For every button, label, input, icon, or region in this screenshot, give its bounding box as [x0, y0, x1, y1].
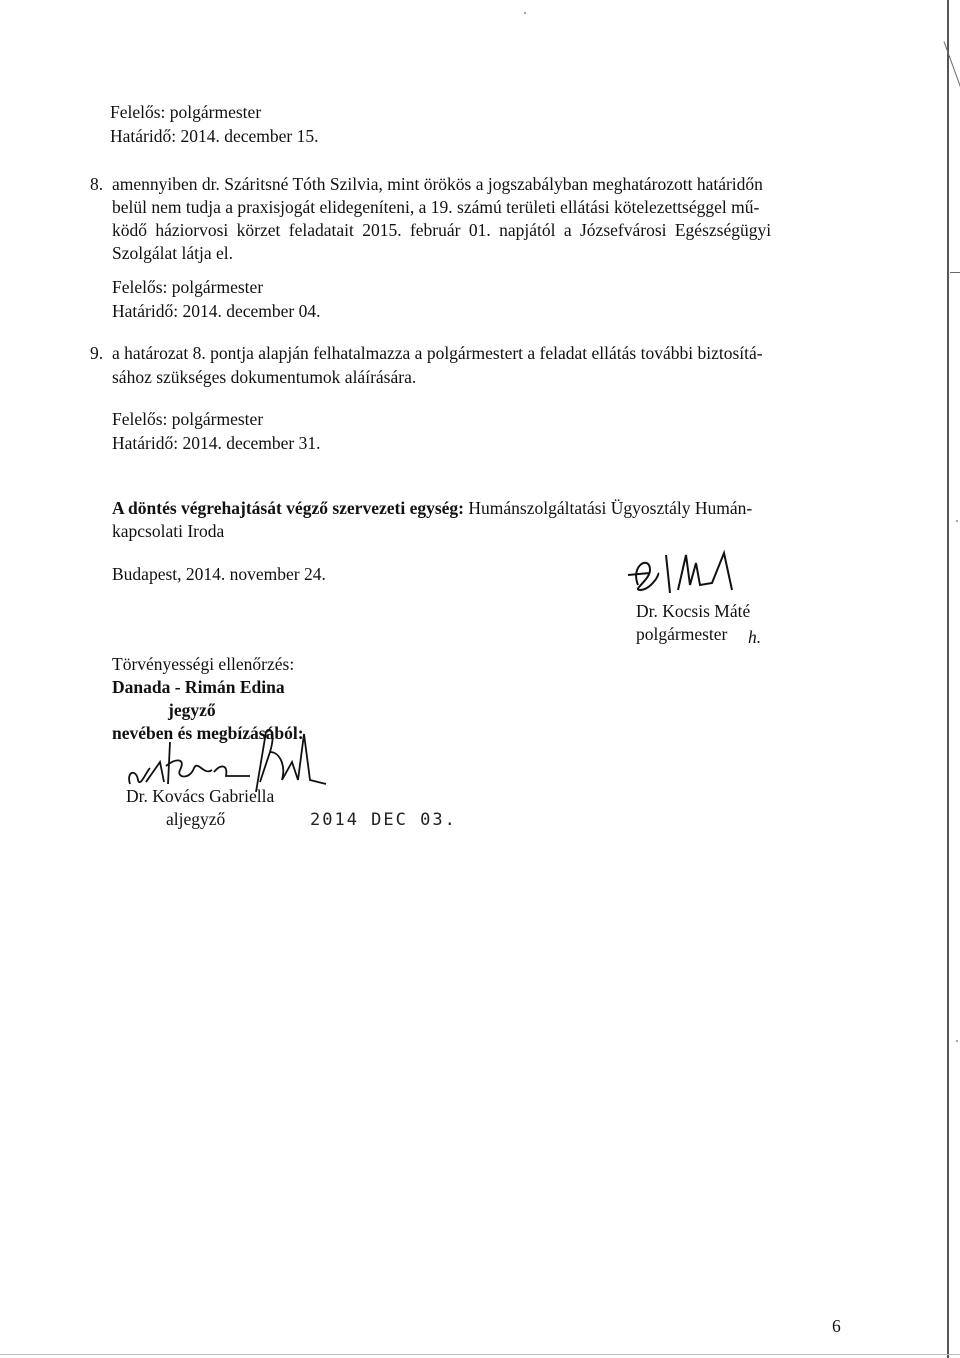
deputy-notary-name: Dr. Kovács Gabriella [126, 786, 275, 806]
mayor-name: Dr. Kocsis Máté [636, 601, 751, 621]
item-8-number: 8. [90, 174, 104, 194]
scan-edge-tick [950, 272, 960, 273]
executing-unit-label: A döntés végrehajtását végző szervezeti egység: [112, 498, 464, 518]
item-8-line-3: ködő háziorvosi körzet feladatait 2015. február 01. napjától a Józsefvárosi Egészségügyi [112, 220, 772, 240]
notary-name: Danada - Rimán Edina [112, 677, 285, 697]
deputy-notary-role: aljegyző [166, 809, 226, 829]
item-9-line-2: sához szükséges dokumentumok aláírására. [112, 367, 417, 387]
notary-role: jegyző [168, 700, 216, 720]
mayor-title: polgármester [636, 624, 728, 644]
scan-edge-line [947, 0, 949, 1358]
scan-speck [524, 12, 526, 14]
mayor-initial: h. [748, 627, 762, 647]
page-number: 6 [832, 1316, 841, 1336]
scan-bottom-line [0, 1354, 960, 1355]
place-date: Budapest, 2014. november 24. [112, 564, 326, 584]
item-8-line-2: belül nem tudja a praxisjogát elidegeníteni, a 19. számú területi ellátási kötelezettséggel mű- [112, 197, 760, 217]
received-date-stamp: 2014 DEC 03. [310, 810, 457, 830]
item-8-deadline: Határidő: 2014. december 04. [112, 301, 321, 321]
top-responsible: Felelős: polgármester [110, 102, 262, 122]
item-8-responsible: Felelős: polgármester [112, 277, 264, 297]
deputy-notary-signature [120, 722, 330, 792]
on-behalf: nevében és megbízásából: [112, 723, 304, 743]
item-8-line-1: amennyiben dr. Száritsné Tóth Szilvia, mint örökös a jogszabályban meghatározott határidőn [112, 174, 763, 194]
item-9-line-1: a határozat 8. pontja alapján felhatalmazza a polgármestert a feladat ellátás további biztosítá- [112, 343, 763, 363]
executing-unit-value-2: kapcsolati Iroda [112, 521, 225, 541]
executing-unit-value-1: Humánszolgáltatási Ügyosztály Humán- [468, 498, 753, 518]
item-9-number: 9. [90, 343, 104, 363]
scan-edge-mark [943, 41, 960, 88]
item-9-responsible: Felelős: polgármester [112, 409, 264, 429]
legal-check-label: Törvényességi ellenőrzés: [112, 654, 295, 674]
item-9-deadline: Határidő: 2014. december 31. [112, 433, 321, 453]
scan-speck [956, 1040, 958, 1042]
top-deadline: Határidő: 2014. december 15. [110, 126, 319, 146]
scan-speck [956, 520, 958, 522]
executing-unit-line-1 [112, 500, 752, 518]
item-8-line-4: Szolgálat látja el. [112, 243, 233, 263]
mayor-signature [620, 545, 760, 605]
